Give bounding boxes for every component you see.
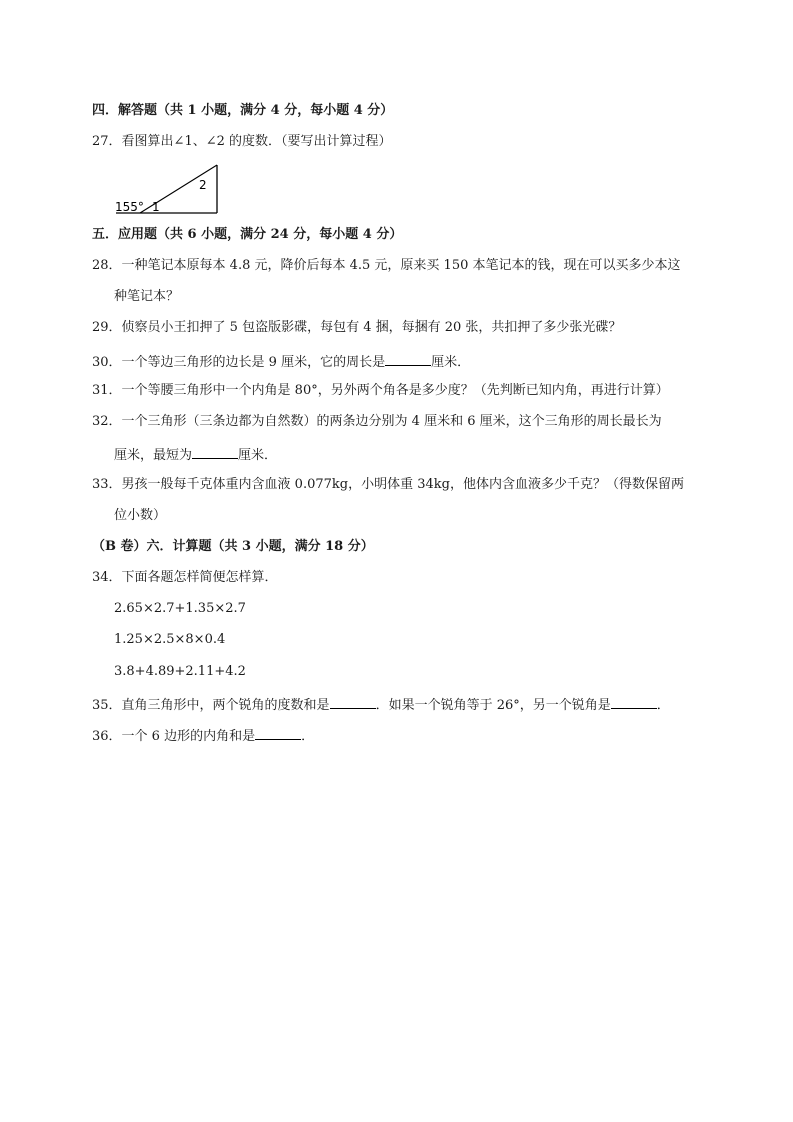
- question-28-line1: [92, 258, 681, 274]
- question-27: [92, 134, 392, 150]
- question-text: 一个等边三角形的边长是 9 厘米，它的周长是: [121, 355, 386, 370]
- expression-3: 3.8+4.89+2.11+4.2: [114, 664, 246, 679]
- question-text-after: 厘米．: [238, 448, 278, 463]
- question-text: 一个三角形（三条边都为自然数）的两条边分别为 4 厘米和 6 厘米，这个三角形的周长最长为: [121, 414, 662, 429]
- question-number: 32．: [92, 414, 122, 429]
- question-32-line1: [92, 414, 662, 430]
- section6-heading: （B 卷）六．计算题（共 3 小题，满分 18 分）: [92, 539, 374, 554]
- question-28-line2: 种笔记本？: [114, 289, 180, 304]
- question-32-line2: [114, 445, 277, 464]
- question-35: [92, 695, 670, 714]
- question-31: [92, 383, 669, 399]
- expression-1: 2.65×2.7+1.35×2.7: [114, 601, 246, 616]
- question-text-after: 厘米．: [431, 355, 471, 370]
- angle-155-label: 155°: [115, 200, 144, 214]
- question-number: 28．: [92, 258, 122, 273]
- angle-2-label: 2: [199, 178, 207, 192]
- question-text: 厘米，最短为: [114, 448, 193, 463]
- question-30: [92, 352, 470, 371]
- triangle-figure: [112, 160, 224, 218]
- question-number: 27．: [92, 134, 122, 149]
- answer-blank-1[interactable]: [330, 695, 376, 709]
- question-text: 看图算出∠1、∠2 的度数．（要写出计算过程）: [121, 134, 392, 149]
- question-number: 30．: [92, 355, 122, 370]
- question-number: 36．: [92, 729, 122, 744]
- question-text: 男孩一般每千克体重内含血液 0.077kg，小明体重 34kg，他体内含血液多少千克？（得数保留两: [121, 477, 684, 492]
- question-36: [92, 726, 314, 745]
- angle-1-label: 1: [152, 200, 160, 214]
- answer-blank-2[interactable]: [611, 695, 657, 709]
- question-text: 一个等腰三角形中一个内角是 80°，另外两个角各是多少度？（先判断已知内角，再进行计算）: [121, 383, 669, 398]
- answer-blank[interactable]: [255, 726, 301, 740]
- question-text: 一种笔记本原每本 4.8 元，降价后每本 4.5 元，原来买 150 本笔记本的钱，现在可以买多少本这: [121, 258, 681, 273]
- expression-2: 1.25×2.5×8×0.4: [114, 632, 226, 647]
- question-text-middle: ．如果一个锐角等于 26°，另一个锐角是: [375, 698, 611, 713]
- question-33-line2: 位小数）: [114, 508, 167, 523]
- answer-blank[interactable]: [385, 352, 431, 366]
- question-number: 33．: [92, 477, 122, 492]
- question-text: 侦察员小王扣押了 5 包盗版影碟，每包有 4 捆，每捆有 20 张，共扣押了多少张光碟？: [121, 320, 622, 335]
- section4-heading: 四．解答题（共 1 小题，满分 4 分，每小题 4 分）: [92, 103, 394, 118]
- question-33-line1: [92, 477, 684, 493]
- question-number: 35．: [92, 698, 122, 713]
- question-text: 下面各题怎样简便怎样算．: [121, 570, 278, 585]
- answer-blank[interactable]: [192, 445, 238, 459]
- question-number: 31．: [92, 383, 122, 398]
- question-29: [92, 320, 621, 336]
- question-text: 一个 6 边形的内角和是: [121, 729, 256, 744]
- section5-heading: 五．应用题（共 6 小题，满分 24 分，每小题 4 分）: [92, 227, 403, 242]
- question-text-end: ．: [656, 698, 670, 713]
- question-34: [92, 570, 278, 586]
- question-number: 29．: [92, 320, 122, 335]
- question-text-after: ．: [301, 729, 315, 744]
- question-number: 34．: [92, 570, 122, 585]
- question-text: 直角三角形中，两个锐角的度数和是: [121, 698, 330, 713]
